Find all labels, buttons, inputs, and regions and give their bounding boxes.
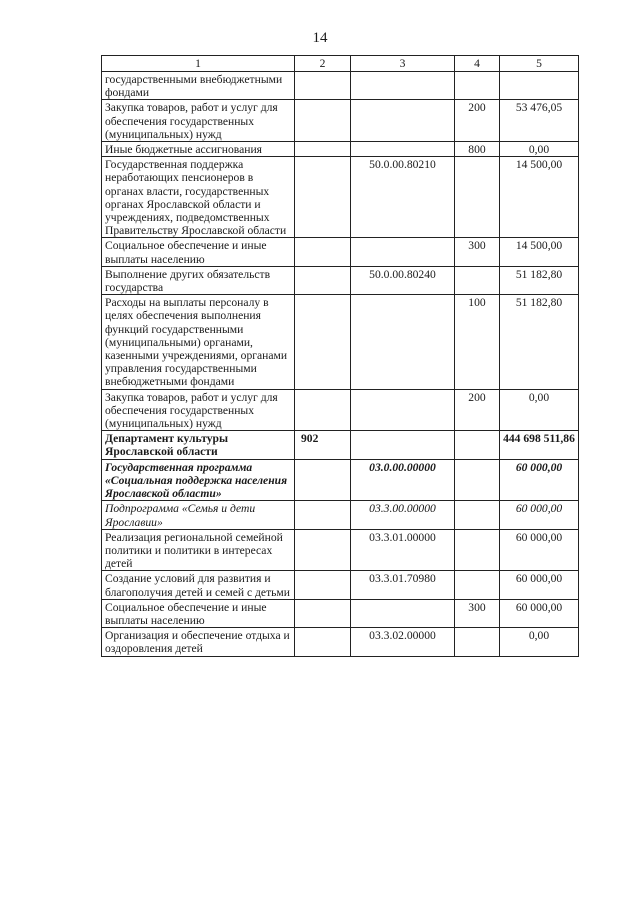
row-name-cell: Социальное обеспечение и иные выплаты населению — [102, 599, 295, 627]
row-code-cell — [351, 295, 455, 389]
header-cell: 2 — [295, 56, 351, 72]
row-amount-cell: 60 000,00 — [500, 529, 579, 571]
table-row — [102, 529, 579, 571]
row-amount-cell: 444 698 511,86 — [500, 431, 579, 459]
row-kind-cell: 300 — [455, 238, 500, 266]
row-dept-cell — [295, 157, 351, 238]
row-dept-cell — [295, 459, 351, 501]
row-name-cell: Иные бюджетные ассигнования — [102, 142, 295, 157]
table-row — [102, 459, 579, 501]
row-name-cell: Государственная поддержка неработающих пенсионеров в органах власти, государственных органах Ярославской области и учреждениях, подведомственных Правительству Ярославской области — [102, 157, 295, 238]
page-number: 14 — [312, 30, 328, 46]
row-kind-cell — [455, 72, 500, 100]
row-dept-cell — [295, 389, 351, 431]
row-name-cell: государственными внебюджетными фондами — [102, 72, 295, 100]
row-amount-cell: 0,00 — [500, 389, 579, 431]
row-code-cell — [351, 431, 455, 459]
row-name-cell: Расходы на выплаты персоналу в целях обеспечения выполнения функций государственными (муниципальными) органами, казенными учреждениями, органами управления государственными внебюджетными фондами — [102, 295, 295, 389]
row-dept-cell — [295, 628, 351, 656]
row-name-cell: Организация и обеспечение отдыха и оздоровления детей — [102, 628, 295, 656]
row-name-cell: Закупка товаров, работ и услуг для обеспечения государственных (муниципальных) нужд — [102, 389, 295, 431]
header-cell: 1 — [102, 56, 295, 72]
row-amount-cell — [500, 72, 579, 100]
row-name-cell: Подпрограмма «Семья и дети Ярославии» — [102, 501, 295, 529]
row-code-cell: 03.0.00.00000 — [351, 459, 455, 501]
budget-table — [101, 55, 579, 657]
row-kind-cell: 200 — [455, 389, 500, 431]
row-kind-cell: 800 — [455, 142, 500, 157]
row-amount-cell: 51 182,80 — [500, 295, 579, 389]
table-row — [102, 599, 579, 627]
row-code-cell: 03.3.00.00000 — [351, 501, 455, 529]
header-cell: 5 — [500, 56, 579, 72]
row-name-cell: Социальное обеспечение и иные выплаты населению — [102, 238, 295, 266]
row-amount-cell: 60 000,00 — [500, 501, 579, 529]
header-cell: 3 — [351, 56, 455, 72]
row-code-cell: 03.3.01.70980 — [351, 571, 455, 599]
table-header-row — [102, 56, 579, 72]
row-code-cell: 50.0.00.80210 — [351, 157, 455, 238]
row-amount-cell: 14 500,00 — [500, 238, 579, 266]
row-name-cell: Создание условий для развития и благополучия детей и семей с детьми — [102, 571, 295, 599]
row-dept-cell — [295, 501, 351, 529]
row-code-cell — [351, 100, 455, 142]
row-amount-cell: 60 000,00 — [500, 599, 579, 627]
row-dept-cell — [295, 100, 351, 142]
table-row — [102, 266, 579, 294]
row-dept-cell — [295, 571, 351, 599]
row-amount-cell: 53 476,05 — [500, 100, 579, 142]
row-amount-cell: 60 000,00 — [500, 571, 579, 599]
row-kind-cell: 300 — [455, 599, 500, 627]
row-amount-cell: 51 182,80 — [500, 266, 579, 294]
row-kind-cell — [455, 459, 500, 501]
row-code-cell — [351, 72, 455, 100]
header-cell: 4 — [455, 56, 500, 72]
row-code-cell: 50.0.00.80240 — [351, 266, 455, 294]
row-dept-cell — [295, 142, 351, 157]
row-amount-cell: 14 500,00 — [500, 157, 579, 238]
row-kind-cell — [455, 501, 500, 529]
row-name-cell: Государственная программа «Социальная поддержка населения Ярославской области» — [102, 459, 295, 501]
row-code-cell — [351, 238, 455, 266]
row-dept-cell: 902 — [295, 431, 351, 459]
row-kind-cell: 200 — [455, 100, 500, 142]
row-amount-cell: 60 000,00 — [500, 459, 579, 501]
row-name-cell: Выполнение других обязательств государства — [102, 266, 295, 294]
table-row — [102, 431, 579, 459]
row-name-cell: Департамент культуры Ярославской области — [102, 431, 295, 459]
row-code-cell: 03.3.01.00000 — [351, 529, 455, 571]
row-kind-cell — [455, 157, 500, 238]
row-dept-cell — [295, 72, 351, 100]
table-row — [102, 389, 579, 431]
row-kind-cell — [455, 571, 500, 599]
table-row — [102, 100, 579, 142]
row-amount-cell: 0,00 — [500, 142, 579, 157]
table-row — [102, 628, 579, 656]
row-dept-cell — [295, 529, 351, 571]
table-row — [102, 238, 579, 266]
row-kind-cell — [455, 266, 500, 294]
row-code-cell — [351, 142, 455, 157]
row-name-cell: Закупка товаров, работ и услуг для обеспечения государственных (муниципальных) нужд — [102, 100, 295, 142]
table-row — [102, 295, 579, 389]
row-name-cell: Реализация региональной семейной политики и политики в интересах детей — [102, 529, 295, 571]
table-row — [102, 571, 579, 599]
row-code-cell: 03.3.02.00000 — [351, 628, 455, 656]
row-kind-cell — [455, 628, 500, 656]
row-dept-cell — [295, 238, 351, 266]
row-kind-cell — [455, 431, 500, 459]
row-dept-cell — [295, 266, 351, 294]
row-kind-cell — [455, 529, 500, 571]
row-code-cell — [351, 599, 455, 627]
row-kind-cell: 100 — [455, 295, 500, 389]
row-dept-cell — [295, 295, 351, 389]
table-row — [102, 157, 579, 238]
table-row — [102, 72, 579, 100]
row-code-cell — [351, 389, 455, 431]
row-amount-cell: 0,00 — [500, 628, 579, 656]
table-row — [102, 142, 579, 157]
table-row — [102, 501, 579, 529]
row-dept-cell — [295, 599, 351, 627]
